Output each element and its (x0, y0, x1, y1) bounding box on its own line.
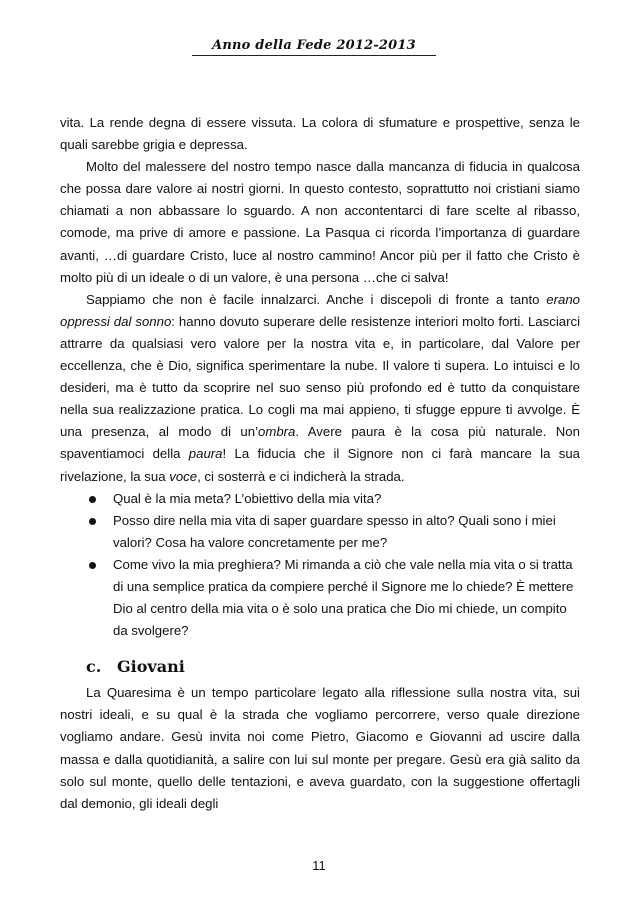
text-segment: . Avere paura è la cosa più naturale. Non spaventiamoci della (60, 424, 580, 462)
paragraph-discepoli (60, 289, 580, 488)
section-letter: c. (86, 657, 102, 677)
list-item-text: Qual è la mia meta? L’obiettivo della mia vita? (113, 490, 382, 506)
running-header: Anno della Fede 2012-2013 (192, 38, 436, 56)
section-title-text: Giovani (117, 657, 185, 677)
list-item (60, 554, 580, 642)
paragraph-malessere: Molto del malessere del nostro tempo nasce dalla mancanza di fiducia in qualcosa che possa dare valore ai nostri giorni. In questo contesto, soprattutto noi cristiani siamo chiamati a non abbassare lo sguardo. A non accontentarci di fare scelte al ribasso, comode, ma prive di amore e passione. La Pasqua ci ricorda l’importanza di guardare avanti, …di guardare Cristo, luce al nostro cammino! Ancor più per il fatto che Cristo è molto più di un ideale o di un valore, è una persona …che ci salva! (60, 159, 580, 285)
text-segment: ! La fiducia che il Signore non ci farà mancare la sua rivelazione, la sua (60, 446, 580, 484)
paragraph-quaresima: La Quaresima è un tempo particolare legato alla riflessione sulla nostra vita, sui nostri ideali, e su qual è la strada che vogliamo percorrere, verso quale direzione vogliamo andare. Gesù invita noi come Pietro, Giacomo e Giovanni ad uscire dalla massa e dalla quotidianità, a salire con lui sul monte per pregare. Gesù era già salito da solo sul monte, quello delle tentazioni, e aveva guardato, con la suggestione offertagli dal demonio, gli ideali degli (60, 685, 580, 811)
text-segment: : hanno dovuto superare delle resistenze interiori molto forti. Lasciarci attrarre da qualsiasi vero valore per la nostra vita e, in particolare, dal Valore per eccellenza, che è Dio, significa sperimentare la nube. Il valore ti supera. Lo intuisci e lo desideri, ma è tutto da scoprire nel suo senso più profondo ed è tutto da conquistare nella sua realizzazione pratica. Lo cogli ma mai appieno, ti sfugge eppure ti avvolge. È una presenza, al modo di un’ (60, 313, 581, 440)
bullet-icon (89, 496, 96, 503)
list-item-text: Come vivo la mia preghiera? Mi rimanda a ciò che vale nella mia vita o si tratta di una semplice pratica da compiere perché il Signore me lo chiede? È mettere Dio al centro della mia vita o è solo una pratica che Dio mi chiede, un compito da svolgere? (113, 556, 574, 639)
italic-phrase: erano oppressi dal sonno (60, 291, 580, 329)
list-item (60, 510, 580, 554)
list-item-text: Posso dire nella mia vita di saper guardare spesso in alto? Quali sono i miei valori? Cosa ha valore concretamente per me? (113, 512, 556, 550)
paragraph-continuation: vita. La rende degna di essere vissuta. La colora di sfumature e prospettive, senza le quali sarebbe grigia e depressa. (60, 115, 580, 153)
text-segment: , ci sosterrà e ci indicherà la strada. (197, 468, 405, 484)
italic-word-paura: paura (188, 446, 223, 462)
text-segment: Sappiamo che non è facile innalzarci. Anche i discepoli di fronte a tanto (86, 291, 547, 307)
italic-word-ombra: ombra (258, 424, 296, 440)
page-number: 11 (312, 858, 326, 873)
page-body (60, 112, 580, 815)
reflection-questions-list (60, 488, 580, 643)
bullet-icon (89, 518, 96, 525)
bullet-icon (89, 562, 96, 569)
italic-word-voce: voce (169, 468, 198, 484)
list-item (60, 488, 580, 510)
section-heading (60, 656, 580, 678)
